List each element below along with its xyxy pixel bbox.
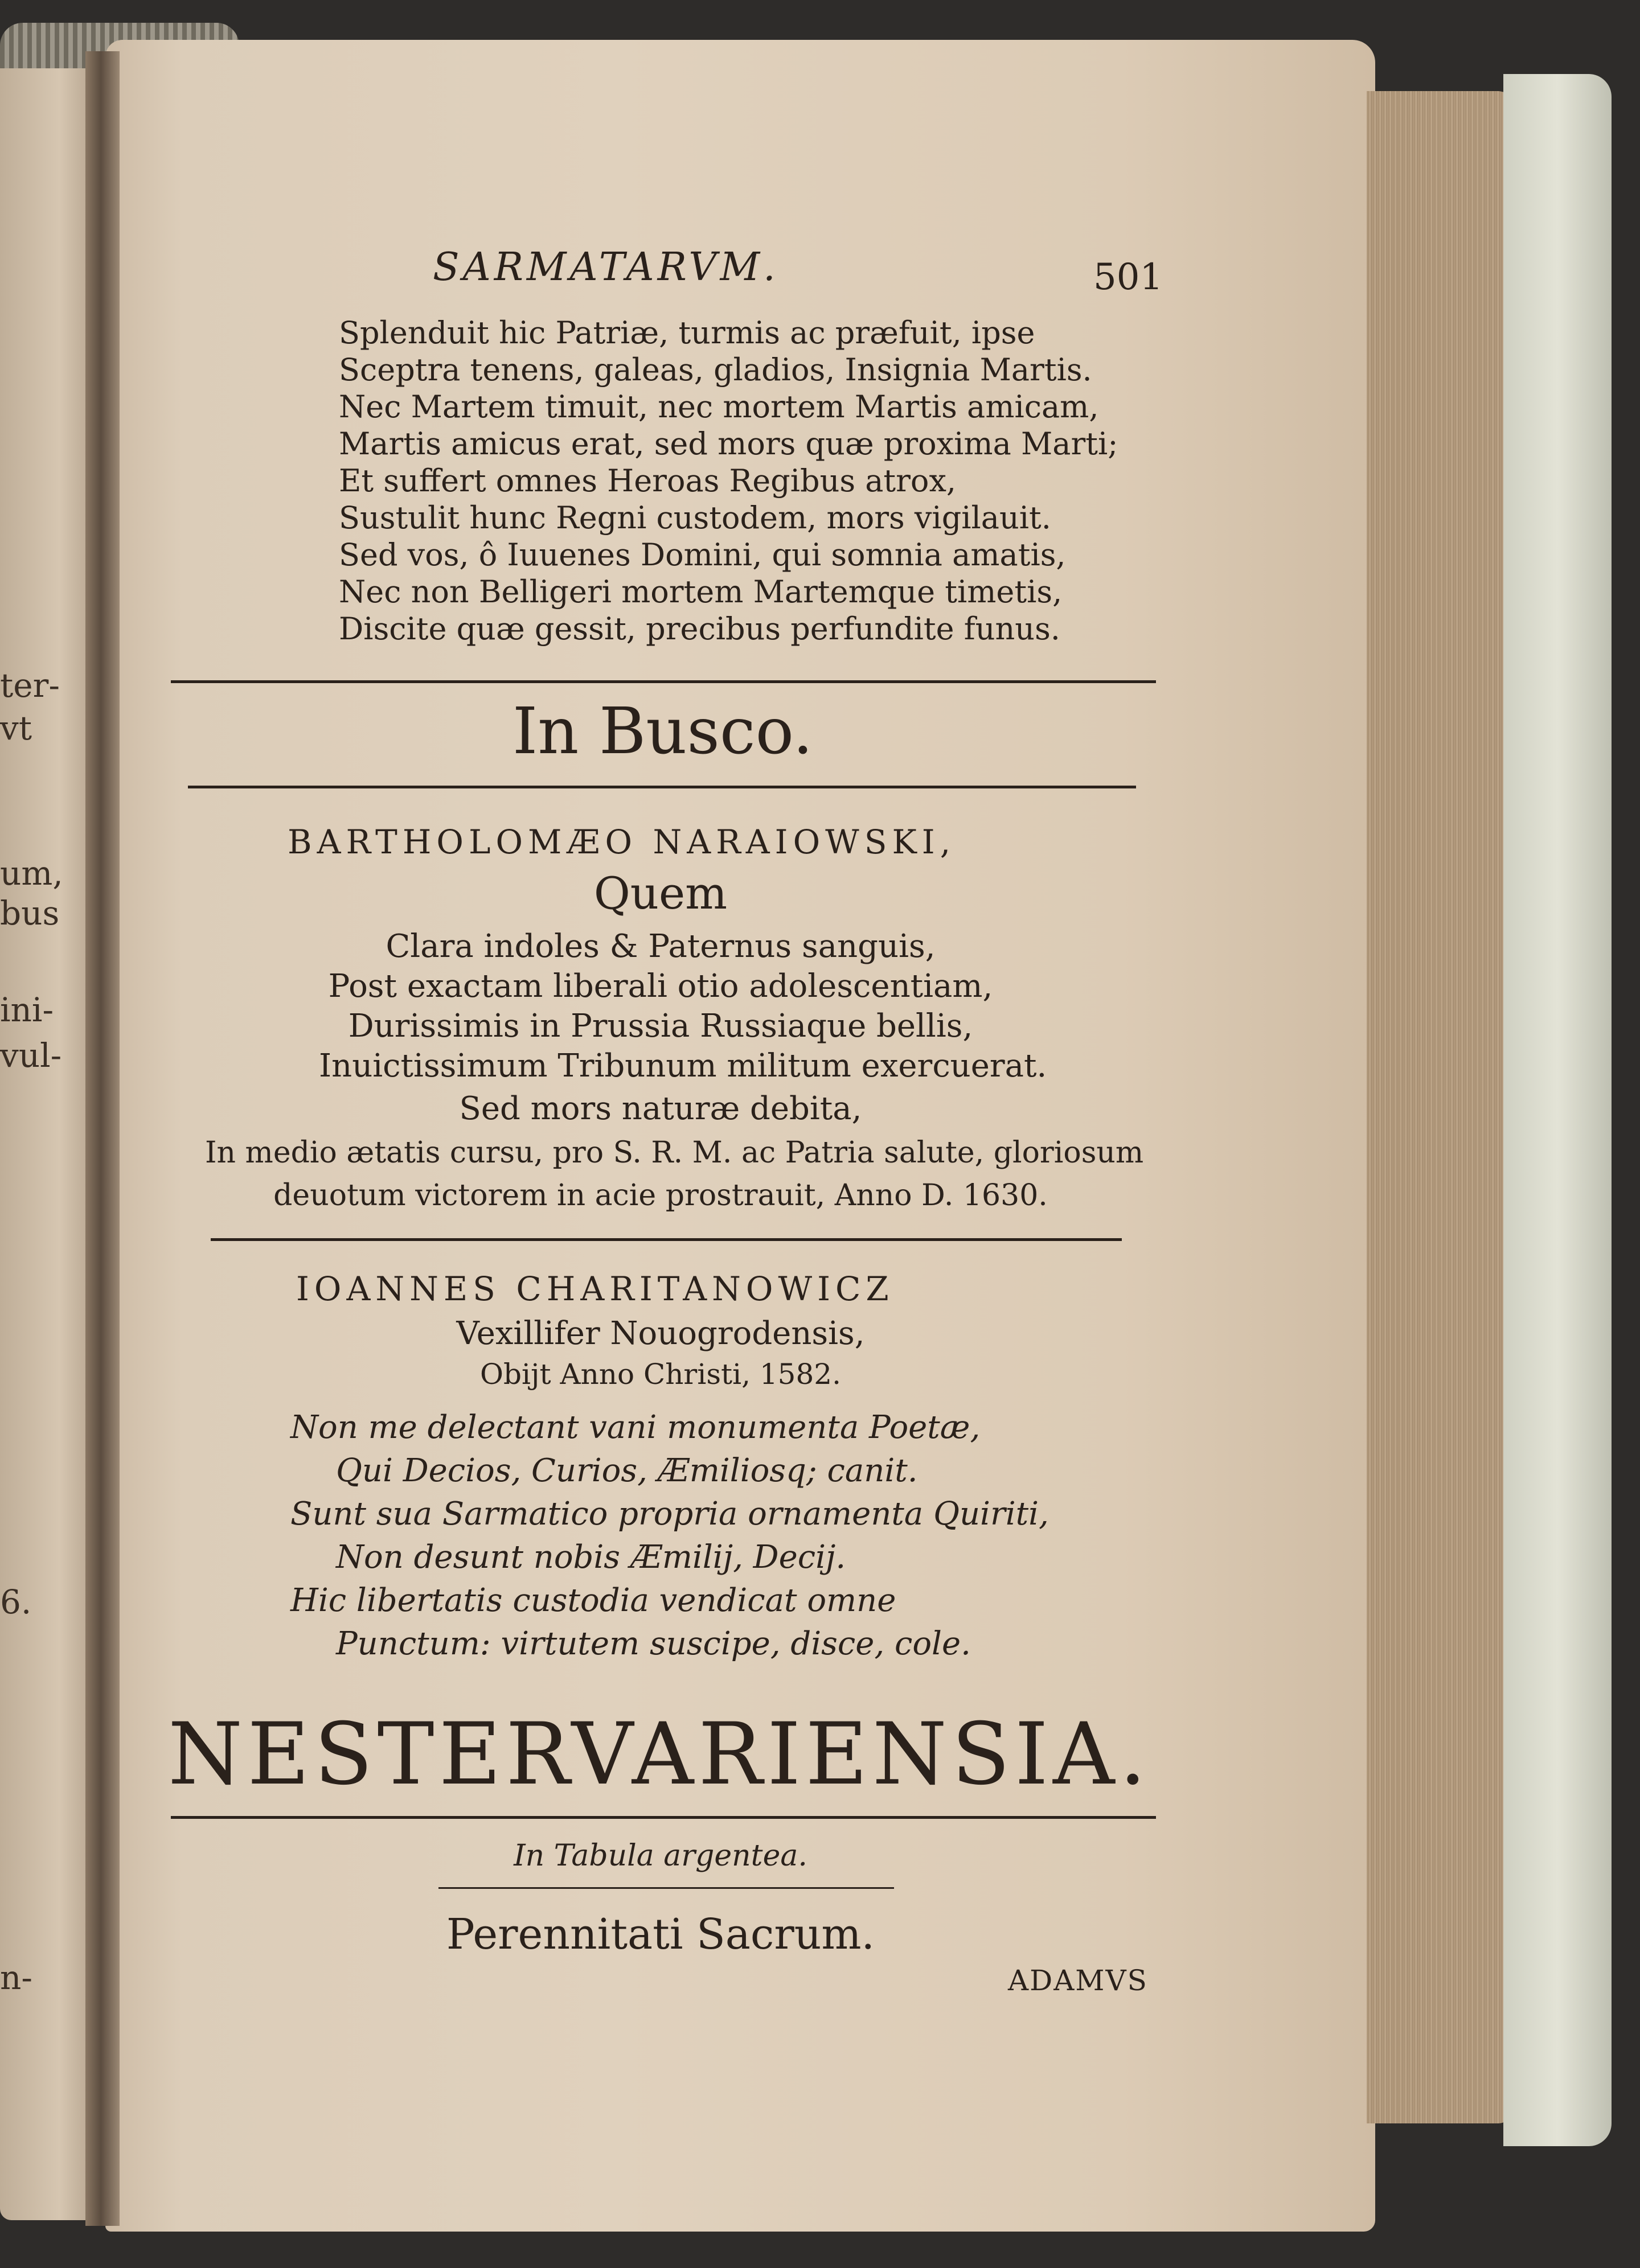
- divider-rule: [171, 1816, 1156, 1819]
- verse-line: Sustulit hunc Regni custodem, mors vigilauit.: [339, 500, 1051, 536]
- epitaph-obiit: Obijt Anno Christi, 1582.: [479, 1358, 841, 1391]
- epitaph-line: deuotum victorem in acie prostrauit, Anno D. 1630.: [273, 1178, 1048, 1213]
- verse-line: Punctum: virtutem suscipe, disce, cole.: [336, 1625, 971, 1662]
- epitaph-line: Durissimis in Prussia Russiaque bellis,: [348, 1008, 973, 1045]
- page-edges: [1367, 91, 1515, 2123]
- epitaph-verse: [290, 1406, 1049, 1666]
- left-fragment: 6.: [0, 1583, 32, 1621]
- book-gutter: [85, 51, 120, 2226]
- verse-line: Non me delectant vani monumenta Poetæ,: [290, 1409, 981, 1446]
- section-heading: NESTERVARIENSIA.: [168, 1705, 1151, 1804]
- running-head: SARMATARVM.: [433, 245, 779, 290]
- epitaph-title: Vexillifer Nouogrodensis,: [456, 1315, 865, 1352]
- verse-line: Martis amicus erat, sed mors quæ proxima Marti;: [339, 426, 1118, 462]
- epitaph-name: BARTHOLOMÆO NARAIOWSKI,: [288, 823, 956, 861]
- left-fragment: um,: [0, 854, 63, 893]
- divider-rule: [171, 680, 1156, 683]
- verse-line: Hic libertatis custodia vendicat omne: [290, 1582, 896, 1619]
- epitaph-line: Sed mors naturæ debita,: [459, 1090, 862, 1127]
- cover-board: [1503, 74, 1612, 2146]
- poem-block: [339, 314, 1118, 647]
- epitaph-line: Clara indoles & Paternus sanguis,: [386, 928, 936, 965]
- verse-line: Qui Decios, Curios, Æmiliosq; canit.: [336, 1452, 918, 1489]
- verse-line: Sunt sua Sarmatico propria ornamenta Quiriti,: [290, 1495, 1049, 1532]
- section-heading: In Busco.: [512, 695, 813, 769]
- subheading: In Tabula argentea.: [514, 1839, 807, 1873]
- verse-line: Splenduit hic Patriæ, turmis ac præfuit, ipse: [339, 315, 1035, 351]
- epitaph-name: IOANNES CHARITANOWICZ: [296, 1269, 894, 1308]
- verse-line: Et suffert omnes Heroas Regibus atrox,: [339, 463, 957, 499]
- verse-line: Nec non Belligeri mortem Martemque timetis,: [339, 574, 1063, 610]
- divider-rule: [438, 1887, 894, 1889]
- epitaph-line: Post exactam liberali otio adolescentiam,: [328, 968, 993, 1005]
- epitaph-line: Inuictissimum Tribunum militum exercuerat.: [319, 1047, 1047, 1084]
- dedication: Perennitati Sacrum.: [446, 1910, 875, 1959]
- left-fragment: ini-: [0, 991, 54, 1029]
- catchword: ADAMVS: [1008, 1964, 1148, 1997]
- epitaph-line: In medio ætatis cursu, pro S. R. M. ac Patria salute, gloriosum: [205, 1136, 1144, 1170]
- verse-line: Discite quæ gessit, precibus perfundite funus.: [339, 611, 1060, 647]
- left-fragment: bus: [0, 894, 60, 932]
- epitaph-quem: Quem: [593, 868, 728, 919]
- verse-line: Sed vos, ô Iuuenes Domini, qui somnia amatis,: [339, 537, 1066, 573]
- left-fragment: vul-: [0, 1036, 62, 1075]
- left-fragment: vt: [0, 709, 32, 747]
- page-number: 501: [1093, 256, 1163, 298]
- divider-rule: [188, 786, 1136, 788]
- verse-line: Non desunt nobis Æmilij, Decij.: [336, 1539, 846, 1576]
- verse-line: Nec Martem timuit, nec mortem Martis amicam,: [339, 389, 1099, 425]
- left-fragment: ter-: [0, 666, 60, 705]
- verse-line: Sceptra tenens, galeas, gladios, Insignia Martis.: [339, 352, 1092, 388]
- left-fragment: n-: [0, 1958, 32, 1997]
- divider-rule: [211, 1238, 1122, 1241]
